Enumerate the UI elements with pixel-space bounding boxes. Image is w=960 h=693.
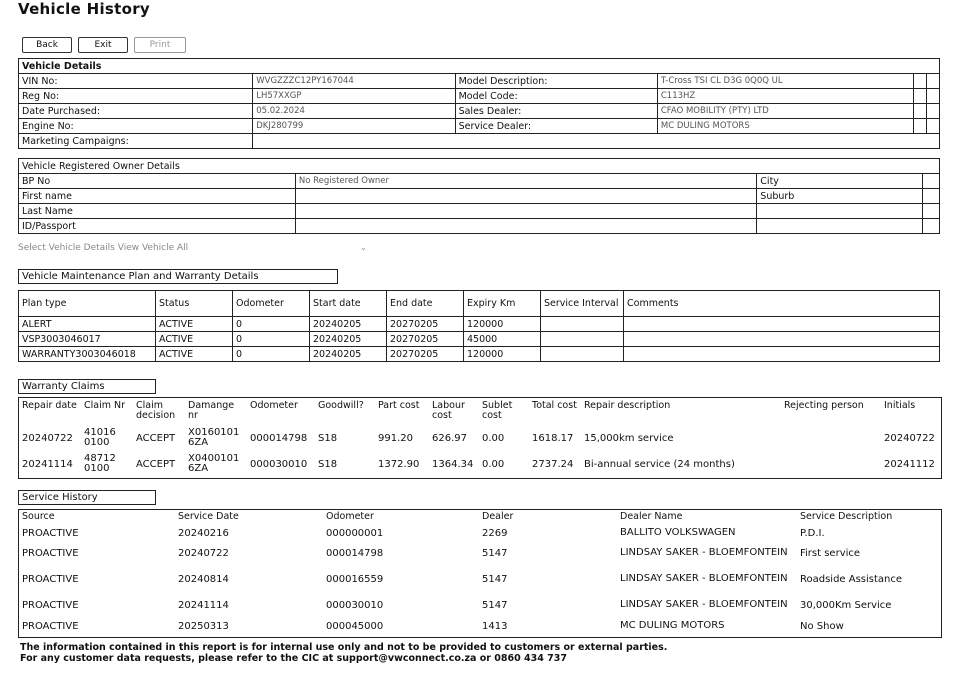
- claim-repair-date: 20241114: [22, 458, 73, 470]
- plan-end: 20270205: [387, 347, 464, 362]
- table-row: [20, 592, 938, 618]
- exit-button[interactable]: Exit: [78, 37, 128, 53]
- service-dealer: 5147: [482, 599, 508, 611]
- claim-repair-date: 20240722: [22, 432, 73, 444]
- service-dealer: 5147: [482, 547, 508, 559]
- marketing-campaigns-label: Marketing Campaigns:: [19, 134, 253, 149]
- plan-type: WARRANTY3003046018: [19, 347, 156, 362]
- service-dealer-name: LINDSAY SAKER - BLOEMFONTEIN: [620, 573, 788, 584]
- plan-odometer: 0: [233, 317, 310, 332]
- service-header: Service Description: [800, 511, 893, 522]
- model-description-value[interactable]: T-Cross TSI CL D3G 0Q0Q UL: [657, 74, 913, 89]
- maintenance-header: Comments: [624, 291, 940, 317]
- service-date: 20240722: [178, 547, 229, 559]
- service-source: PROACTIVE: [22, 527, 79, 539]
- claim-repair-description: 15,000km service: [584, 432, 674, 444]
- model-description-label: Model Description:: [455, 74, 657, 89]
- maintenance-header: Plan type: [19, 291, 156, 317]
- claim-sublet-cost: 0.00: [482, 432, 505, 444]
- service-source: PROACTIVE: [22, 599, 79, 611]
- warranty-header: Sublet cost: [482, 400, 513, 421]
- sales-dealer-value[interactable]: CFAO MOBILITY (PTY) LTD: [657, 104, 913, 119]
- plan-comments: [624, 317, 940, 332]
- reg-value[interactable]: LH57XXGP: [253, 89, 455, 104]
- plan-odometer: 0: [233, 347, 310, 362]
- owner-details-table: [18, 158, 940, 234]
- vin-value[interactable]: WVGZZZC12PY167044: [253, 74, 455, 89]
- warranty-header: Initials: [884, 400, 916, 411]
- warranty-header: Labour cost: [432, 400, 465, 421]
- plan-status: ACTIVE: [156, 347, 233, 362]
- city-label: City: [757, 174, 923, 189]
- warranty-header: Goodwill?: [318, 400, 364, 411]
- plan-status: ACTIVE: [156, 332, 233, 347]
- claim-goodwill: S18: [318, 432, 338, 444]
- service-date: 20240216: [178, 527, 229, 539]
- warranty-header: Repair description: [584, 400, 671, 411]
- date-purchased-label: Date Purchased:: [19, 104, 253, 119]
- print-button[interactable]: Print: [134, 37, 186, 53]
- warranty-header: Rejecting person: [784, 400, 864, 411]
- claim-decision: ACCEPT: [136, 458, 176, 470]
- plan-odometer: 0: [233, 332, 310, 347]
- service-header: Service Date: [178, 511, 239, 522]
- warranty-header: Claim decision: [136, 400, 176, 421]
- claim-initials: 20240722: [884, 432, 935, 444]
- claim-damage-nr: X0400101 6ZA: [188, 453, 240, 474]
- maintenance-header: Service Interval: [541, 291, 624, 317]
- date-purchased-value[interactable]: 05.02.2024: [253, 104, 455, 119]
- service-dealer-name: BALLITO VOLKSWAGEN: [620, 527, 736, 538]
- plan-comments: [624, 347, 940, 362]
- last-name-value[interactable]: [295, 204, 756, 219]
- claim-sublet-cost: 0.00: [482, 458, 505, 470]
- vehicle-details-table: [18, 58, 940, 149]
- claim-total-cost: 1618.17: [532, 432, 574, 444]
- claim-damage-nr: X0160101 6ZA: [188, 427, 240, 448]
- table-row: [20, 540, 938, 566]
- table-row: [20, 566, 938, 592]
- table-row: [19, 347, 940, 362]
- service-header: Dealer: [482, 511, 514, 522]
- bp-label: BP No: [19, 174, 296, 189]
- claim-total-cost: 2737.24: [532, 458, 574, 470]
- table-row: [19, 317, 940, 332]
- table-row: [19, 332, 940, 347]
- claim-rejecting-person: [782, 451, 882, 477]
- claim-rejecting-person: [782, 425, 882, 451]
- reg-label: Reg No:: [19, 89, 253, 104]
- service-odometer: 000000001: [326, 527, 384, 539]
- model-code-value[interactable]: C113HZ: [657, 89, 913, 104]
- back-button[interactable]: Back: [22, 37, 72, 53]
- vehicle-details-title: Vehicle Details: [19, 59, 940, 74]
- service-odometer: 000030010: [326, 599, 384, 611]
- plan-comments: [624, 332, 940, 347]
- engine-value[interactable]: DKJ280799: [253, 119, 455, 134]
- warranty-header: Total cost: [532, 400, 577, 411]
- service-date: 20241114: [178, 599, 229, 611]
- table-row: [20, 526, 938, 540]
- service-dealer-name: LINDSAY SAKER - BLOEMFONTEIN: [620, 599, 788, 610]
- claim-labour-cost: 626.97: [432, 432, 467, 444]
- table-row: [20, 451, 938, 477]
- owner-details-title: Vehicle Registered Owner Details: [19, 159, 940, 174]
- engine-label: Engine No:: [19, 119, 253, 134]
- plan-expiry: 120000: [464, 317, 541, 332]
- service-source: PROACTIVE: [22, 620, 79, 632]
- service-source: PROACTIVE: [22, 573, 79, 585]
- table-row: [20, 618, 938, 634]
- plan-status: ACTIVE: [156, 317, 233, 332]
- table-row: [20, 425, 938, 451]
- id-passport-label: ID/Passport: [19, 219, 296, 234]
- claim-goodwill: S18: [318, 458, 338, 470]
- plan-start: 20240205: [310, 332, 387, 347]
- claim-number: 48712 0100: [84, 453, 116, 474]
- maintenance-header: Odometer: [233, 291, 310, 317]
- service-dealer: 1413: [482, 620, 508, 632]
- maintenance-header: Expiry Km: [464, 291, 541, 317]
- service-dealer-name: LINDSAY SAKER - BLOEMFONTEIN: [620, 547, 788, 558]
- plan-interval: [541, 317, 624, 332]
- maintenance-header: End date: [387, 291, 464, 317]
- service-date: 20240814: [178, 573, 229, 585]
- service-history-title: Service History: [18, 490, 156, 505]
- maintenance-table: [18, 290, 940, 362]
- service-header: Odometer: [326, 511, 374, 522]
- claim-decision: ACCEPT: [136, 432, 176, 444]
- service-odometer: 000045000: [326, 620, 384, 632]
- warranty-header: Odometer: [250, 400, 298, 411]
- plan-interval: [541, 332, 624, 347]
- footer-line-2: For any customer data requests, please refer to the CIC at support@vwconnect.co.za or 0860 434 737: [20, 653, 568, 664]
- service-history-table: [20, 512, 938, 634]
- maintenance-title: Vehicle Maintenance Plan and Warranty Details: [18, 269, 338, 284]
- maintenance-header: Start date: [310, 291, 387, 317]
- plan-start: 20240205: [310, 317, 387, 332]
- claim-odometer: 000030010: [250, 458, 308, 470]
- service-description: 30,000Km Service: [800, 599, 892, 611]
- warranty-header: Repair date: [22, 400, 77, 411]
- plan-type: ALERT: [19, 317, 156, 332]
- service-odometer: 000014798: [326, 547, 384, 559]
- select-view-hint[interactable]: Select Vehicle Details View Vehicle All: [18, 243, 189, 253]
- plan-start: 20240205: [310, 347, 387, 362]
- chevron-down-icon[interactable]: ⌄: [360, 243, 367, 252]
- plan-expiry: 120000: [464, 347, 541, 362]
- claim-labour-cost: 1364.34: [432, 458, 474, 470]
- first-name-label: First name: [19, 189, 296, 204]
- warranty-header: Claim Nr: [84, 400, 126, 411]
- service-source: PROACTIVE: [22, 547, 79, 559]
- sales-dealer-label: Sales Dealer:: [455, 104, 657, 119]
- service-description: First service: [800, 547, 861, 559]
- footer-notice: [20, 642, 667, 664]
- bp-value[interactable]: No Registered Owner: [295, 174, 756, 189]
- service-odometer: 000016559: [326, 573, 384, 585]
- model-code-label: Model Code:: [455, 89, 657, 104]
- service-description: No Show: [800, 620, 844, 632]
- plan-end: 20270205: [387, 317, 464, 332]
- service-date: 20250313: [178, 620, 229, 632]
- marketing-campaigns-value[interactable]: [253, 134, 940, 149]
- warranty-header: Damange nr: [188, 400, 235, 421]
- warranty-header: Part cost: [378, 400, 420, 411]
- first-name-value[interactable]: [295, 189, 756, 204]
- service-dealer-value[interactable]: MC DULING MOTORS: [657, 119, 913, 134]
- plan-interval: [541, 347, 624, 362]
- footer-line-1: The information contained in this report is for internal use only and not to be provided to customers or external parties.: [20, 642, 668, 653]
- claim-repair-description: Bi-annual service (24 months): [584, 458, 735, 470]
- vin-label: VIN No:: [19, 74, 253, 89]
- service-header: Source: [22, 511, 55, 522]
- claim-part-cost: 1372.90: [378, 458, 420, 470]
- service-description: P.D.I.: [800, 527, 825, 539]
- warranty-table: [20, 401, 938, 477]
- warranty-title: Warranty Claims: [18, 379, 156, 394]
- plan-expiry: 45000: [464, 332, 541, 347]
- id-passport-value[interactable]: [295, 219, 756, 234]
- plan-type: VSP3003046017: [19, 332, 156, 347]
- maintenance-header: Status: [156, 291, 233, 317]
- claim-number: 41016 0100: [84, 427, 116, 448]
- service-dealer-name: MC DULING MOTORS: [620, 620, 725, 631]
- service-dealer-label: Service Dealer:: [455, 119, 657, 134]
- page-title: Vehicle History: [18, 0, 150, 18]
- plan-end: 20270205: [387, 332, 464, 347]
- service-dealer: 2269: [482, 527, 508, 539]
- service-dealer: 5147: [482, 573, 508, 585]
- suburb-label: Suburb: [757, 189, 923, 204]
- claim-initials: 20241112: [884, 458, 935, 470]
- service-header: Dealer Name: [620, 511, 683, 522]
- claim-part-cost: 991.20: [378, 432, 413, 444]
- claim-odometer: 000014798: [250, 432, 308, 444]
- last-name-label: Last Name: [19, 204, 296, 219]
- service-description: Roadside Assistance: [800, 573, 903, 585]
